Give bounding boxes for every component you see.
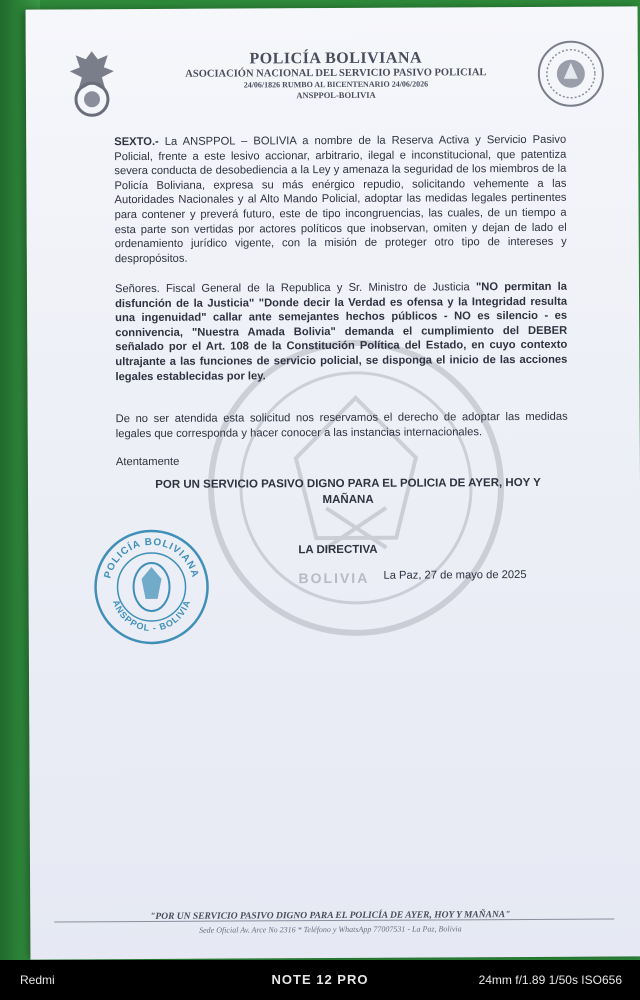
- camera-brand: Redmi: [20, 973, 55, 987]
- letterhead: [136, 49, 536, 101]
- org-name: POLICÍA BOLIVIANA: [249, 49, 423, 68]
- closing-salutation: Atentamente: [115, 455, 180, 469]
- stamp-top-text: POLICÍA BOLIVIANA: [102, 536, 201, 580]
- stamp-bottom-text: ANSPPOL - BOLIVIA: [110, 598, 193, 634]
- paragraph-request: [115, 280, 568, 385]
- paragraph-reservation: De no ser atendida esta solicitud nos reservamos el derecho de adoptar las medidas legales que corresponda y hacer conocer a las instancias internacionales.: [115, 410, 568, 440]
- svg-text:ANSPPOL - BOLIVIA: [111, 598, 193, 633]
- paragraph-sexto-text: La ANSPPOL – BOLIVIA a nombre de la Reserva Activa y Servicio Pasivo Policial, frente a este lesivo accionar, arbitrario, ilegal e inconstitucional, que patentiza severa conducta de desobediencia a la Ley y amenaza la seguridad de los miembros de la Policía Boliviana, expresa su más enérgico repudio, solicitando vehemente a las Autoridades Nacionales y al Alto Mando Policial, adoptar las medidas legales pertinentes para contener y preverá futuro, este de tipo incongruencias, las cuales, de un tiempo a esta parte son vertidas por actores políticos que inobservan, omiten y dejan de lado el ordenamiento jurídico vigente, con la misión de proteger otro tipo de intereses y despropósitos.: [114, 133, 567, 265]
- motto: POR UN SERVICIO PASIVO DIGNO PARA EL POLICIA DE AYER, HOY Y MAÑANA: [155, 476, 541, 507]
- paragraph-request-intro: Señores. Fiscal General de la Republica y Sr. Ministro de Justicia: [114, 281, 476, 296]
- official-stamp: [91, 527, 212, 648]
- section-lead: SEXTO.-: [114, 135, 159, 149]
- place-date: La Paz, 27 de mayo de 2025: [383, 568, 527, 582]
- police-emblem-icon: [66, 47, 118, 119]
- camera-watermark-bar: [0, 960, 640, 1000]
- paragraph-sexto: [114, 133, 567, 267]
- watermark-text: BOLIVIA: [298, 569, 370, 587]
- org-acronym: ANSPPOL-BOLIVIA: [296, 89, 376, 101]
- association-seal-icon: [536, 39, 606, 109]
- signature-block: LA DIRECTIVA: [298, 543, 378, 557]
- footer-motto: "POR UN SERVICIO PASIVO DIGNO PARA EL POLICÍA DE AYER, HOY Y MAÑANA": [150, 910, 511, 922]
- camera-model: NOTE 12 PRO: [271, 972, 369, 987]
- camera-exif: 24mm f/1.89 1/50s ISO656: [478, 973, 622, 987]
- association-name: ASOCIACIÓN NACIONAL DEL SERVICIO PASIVO POLICIAL: [185, 67, 487, 80]
- footer-address: Sede Oficial Av. Arce No 2316 * Teléfono y WhatsApp 77007531 - La Paz, Bolivia: [199, 924, 462, 935]
- bicentennial-dates: 24/06/1826 RUMBO AL BICENTENARIO 24/06/2026: [243, 79, 429, 90]
- document-page: [26, 6, 640, 959]
- paragraph-request-bold: "NO permitan la disfunción de la Justicia" "Donde decir la Verdad es ofensa y la Integridad resulta una ingenuidad" callar ante semejantes hechos públicos - NO es silencio - es connivencia, "Nuestra Amada Bolivia" demanda el cumplimiento del DEBER señalado por el Art. 108 de la Constitución Política del Estado, en cuyo contexto ultrajante a las funciones de servicio policial, se disponga el inicio de las acciones legales establecidas por ley.: [115, 280, 568, 383]
